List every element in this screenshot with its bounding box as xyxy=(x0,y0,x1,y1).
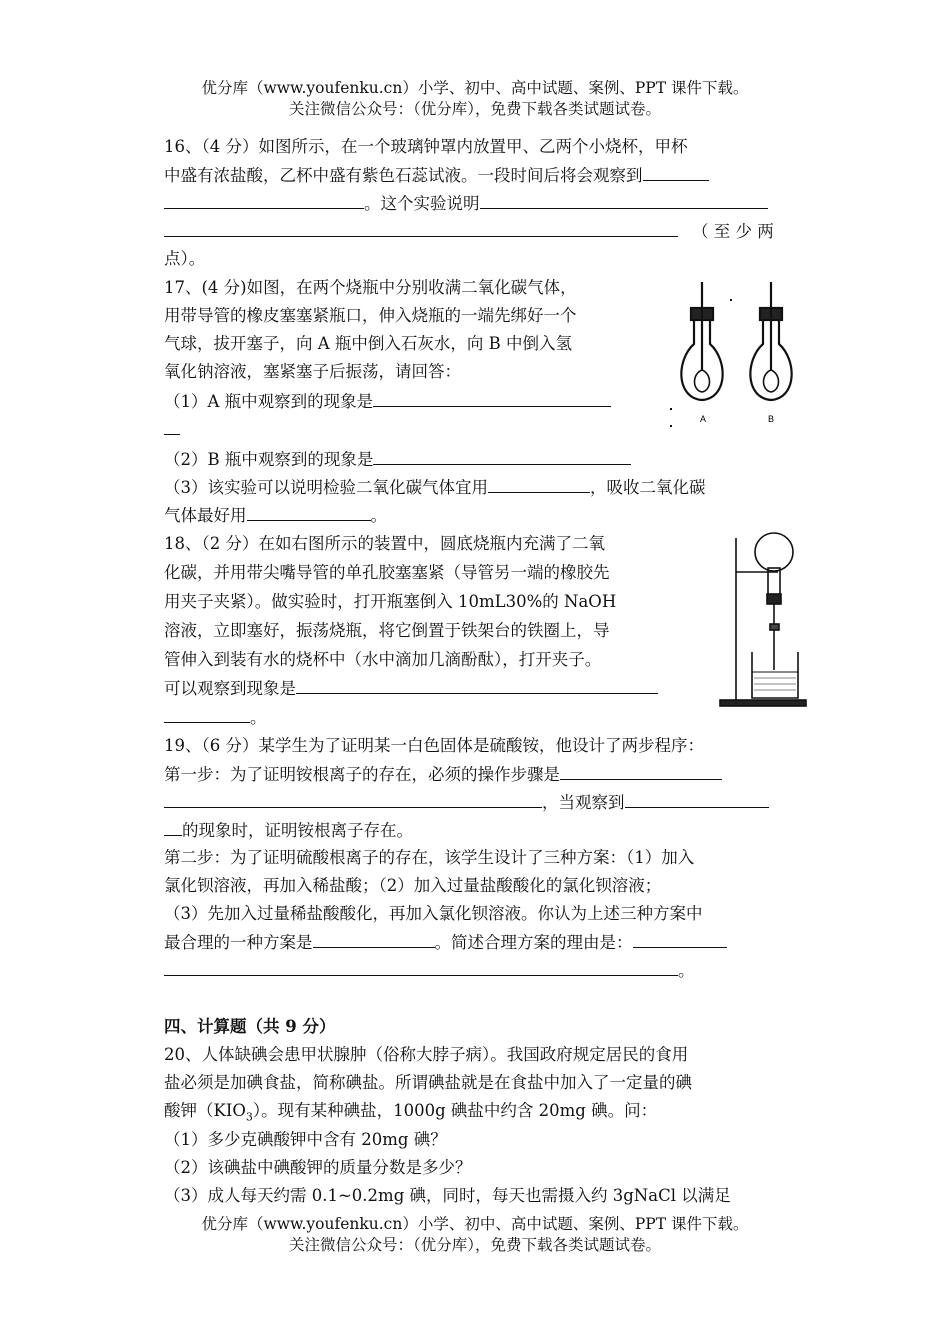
q17-line-3: 气球，拔开塞子，向 A 瓶中倒入石灰水，向 B 中倒入氢 xyxy=(164,334,573,353)
q20-line-4: （1）多少克碘酸钾中含有 20mg 碘？ xyxy=(164,1130,447,1149)
flask-label-b: B xyxy=(768,414,775,424)
q19-line-6: 氯化钡溶液，再加入稀盐酸；（2）加入过量盐酸酸化的氯化钡溶液； xyxy=(164,876,662,895)
q18-line-2: 化碳，并用带尖嘴导管的单孔胶塞塞紧（导管另一端的橡胶先 xyxy=(164,563,610,582)
q19-text-8b: 。简述合理方案的理由是： xyxy=(434,933,633,952)
q18-blank-1[interactable] xyxy=(296,677,658,694)
q17-text-8a: 气体最好用 xyxy=(164,506,247,525)
q16-text-3: 。这个实验说明 xyxy=(364,194,480,213)
flask-a-balloon xyxy=(695,370,710,392)
q19-blank-2[interactable] xyxy=(164,791,542,808)
q19-text-3: ，当观察到 xyxy=(542,793,625,812)
q19-line-4 xyxy=(164,819,413,842)
q19-blank-1[interactable] xyxy=(560,763,722,780)
q19-line-9 xyxy=(164,959,695,982)
q18-line-1: 18、（2 分）在如右图所示的装置中，圆底烧瓶内充满了二氧 xyxy=(164,534,605,553)
q17-blank-3[interactable] xyxy=(488,476,590,493)
round-flask xyxy=(755,533,793,571)
q20-line-6: （3）成人每天约需 0.1~0.2mg 碘，同时，每天也需摄入约 3gNaCl 以满足 xyxy=(164,1186,731,1205)
q16-line-5: 点）。 xyxy=(164,249,206,268)
footer-line-2: 关注微信公众号：（优分库），免费下载各类试题试卷。 xyxy=(288,1236,661,1254)
q18-line-6 xyxy=(164,677,658,700)
q19-text-8a: 最合理的一种方案是 xyxy=(164,933,313,952)
q17-line-5 xyxy=(164,390,611,413)
q19-line-5: 第二步：为了证明硫酸根离子的存在，该学生设计了三种方案：（1）加入 xyxy=(164,848,695,867)
q17-line-5b xyxy=(164,418,180,441)
q18-line-4: 溶液，立即塞好，振荡烧瓶，将它倒置于铁架台的铁圈上，导 xyxy=(164,621,610,640)
q19-line-8 xyxy=(164,931,727,954)
beaker xyxy=(752,652,798,698)
flask-label-a: A xyxy=(700,414,707,424)
q16-blank-4[interactable] xyxy=(164,220,678,237)
q17-line-1: 17、(4 分)如图，在两个烧瓶中分别收满二氧化碳气体， xyxy=(164,278,577,297)
footer-line-1: 优分库（www.youfenku.cn）小学、初中、高中试题、案例、PPT 课件下载。 xyxy=(201,1215,749,1233)
q16-text-2: 中盛有浓盐酸，乙杯中盛有紫色石蕊试液。一段时间后将会观察到 xyxy=(164,166,643,185)
q18-blank-1-cont[interactable] xyxy=(164,706,250,723)
q18-text-7: 。 xyxy=(250,708,267,727)
header-line-1: 优分库（www.youfenku.cn）小学、初中、高中试题、案例、PPT 课件下载。 xyxy=(201,79,749,97)
q16-blank-2[interactable] xyxy=(164,192,364,209)
q18-text-6: 可以观察到现象是 xyxy=(164,679,296,698)
q17-line-7 xyxy=(164,476,706,499)
q17-blank-1[interactable] xyxy=(373,390,611,407)
q19-text-9: 。 xyxy=(678,961,695,980)
q17-blank-2[interactable] xyxy=(373,448,631,465)
q20-line-3 xyxy=(164,1100,657,1128)
header-line-2: 关注微信公众号：（优分库），免费下载各类试题试卷。 xyxy=(288,100,661,118)
section-4-title: 四、计算题（共 9 分） xyxy=(164,1017,336,1036)
q16-text-4: （ 至 少 两 xyxy=(692,222,774,241)
q17-line-8 xyxy=(164,504,387,527)
q20-subscript: 3 xyxy=(245,1110,253,1124)
q19-line-2 xyxy=(164,763,722,786)
q17-line-6 xyxy=(164,448,631,471)
q16-line-4 xyxy=(164,220,774,243)
q17-text-7b: ，吸收二氧化碳 xyxy=(590,478,706,497)
q17-line-2: 用带导管的橡皮塞塞紧瓶口，伸入烧瓶的一端先绑好一个 xyxy=(164,306,577,325)
apparatus-figure xyxy=(714,528,810,710)
q20-line-5: （2）该碘盐中碘酸钾的质量分数是多少？ xyxy=(164,1158,472,1177)
q17-line-4: 氧化钠溶液，塞紧塞子后振荡，请回答： xyxy=(164,362,461,381)
q17-text-6: （2）B 瓶中观察到的现象是 xyxy=(164,450,374,469)
q19-text-2: 第一步：为了证明铵根离子的存在，必须的操作步骤是 xyxy=(164,765,560,784)
q17-text-8b: 。 xyxy=(370,506,387,525)
q20-text-3b: ）。现有某种碘盐，1000g 碘盐中约含 20mg 碘。问： xyxy=(252,1101,658,1120)
q16-line-3 xyxy=(164,192,768,215)
q16-blank-1[interactable] xyxy=(643,164,709,181)
q19-blank-4[interactable] xyxy=(313,931,435,948)
q19-blank-3-cont[interactable] xyxy=(164,819,182,836)
stand-base xyxy=(720,700,806,706)
q19-line-7: （3）先加入过量稀盐酸酸化，再加入氯化钡溶液。你认为上述三种方案中 xyxy=(164,904,703,923)
q17-text-7a: （3）该实验可以说明检验二氧化碳气体宜用 xyxy=(164,478,488,497)
q19-blank-6[interactable] xyxy=(164,959,678,976)
flasks-figure xyxy=(662,278,802,428)
clamp xyxy=(770,624,779,630)
q19-blank-5[interactable] xyxy=(633,931,727,948)
stopper xyxy=(767,594,781,604)
q18-line-7 xyxy=(164,706,267,729)
q19-blank-3[interactable] xyxy=(625,791,769,808)
q19-line-3 xyxy=(164,791,769,814)
q19-line-1: 19、（6 分）某学生为了证明某一白色固体是硫酸铵，他设计了两步程序： xyxy=(164,736,704,755)
q17-blank-1-cont[interactable] xyxy=(164,418,180,435)
q20-text-3a: 酸钾（KIO xyxy=(164,1101,246,1120)
q18-line-5: 管伸入到装有水的烧杯中（水中滴加几滴酚酞），打开夹子。 xyxy=(164,650,602,669)
q20-line-1: 20、人体缺碘会患甲状腺肿（俗称大脖子病）。我国政府规定居民的食用 xyxy=(164,1045,689,1064)
q18-line-3: 用夹子夹紧）。做实验时，打开瓶塞倒入 10mL30%的 NaOH xyxy=(164,592,617,611)
q19-text-4: 的现象时，证明铵根离子存在。 xyxy=(182,821,413,840)
q16-line-1: 16、（4 分）如图所示，在一个玻璃钟罩内放置甲、乙两个小烧杯，甲杯 xyxy=(164,137,688,156)
q16-blank-3[interactable] xyxy=(480,192,768,209)
flask-b-balloon xyxy=(764,370,779,392)
q20-line-2: 盐必须是加碘食盐，简称碘盐。所谓碘盐就是在食盐中加入了一定量的碘 xyxy=(164,1073,692,1092)
q16-line-2 xyxy=(164,164,709,187)
q17-text-5: （1）A 瓶中观察到的现象是 xyxy=(164,392,374,411)
q17-blank-4[interactable] xyxy=(247,504,371,521)
